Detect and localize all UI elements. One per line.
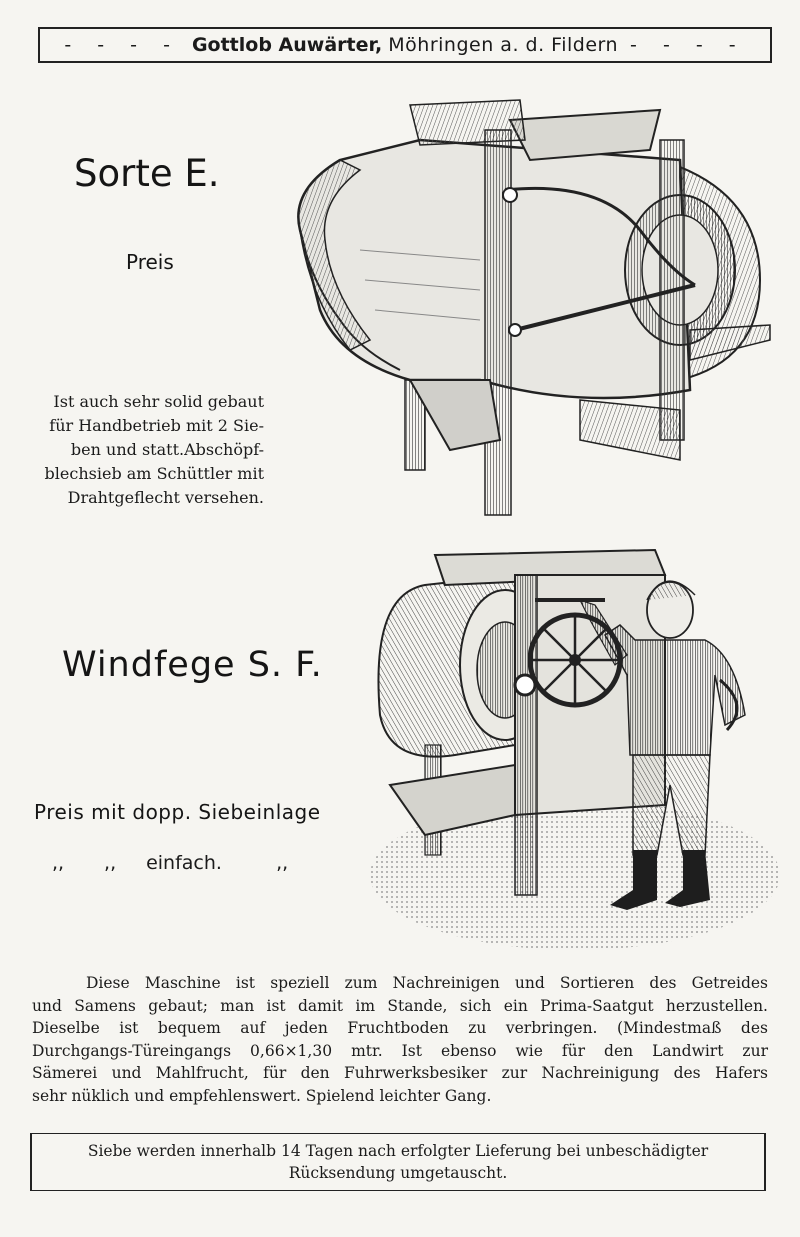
ditto-mark: ,, [276,852,289,874]
windfege-machine-illustration [365,545,785,955]
sorte-e-price-label: Preis [126,250,174,274]
paragraph-line: Durchgangs-Türeingangs 0,66×1,30 mtr. Ist ebenso wie für den Landwirt zur [32,1041,768,1060]
header-dashes-left: - - - - [64,34,180,56]
paragraph-line: Dieselbe ist bequem auf jeden Fruchtboden zu verbringen. (Mindestmaß des [32,1019,768,1037]
description-line: Ist auch sehr solid gebaut [53,392,264,411]
windfege-price-single [52,852,288,874]
header-dashes-right: - - - - [630,34,746,56]
footer-line: Rücksendung umgetauscht. [288,1164,508,1182]
description-line: ben und statt.Abschöpf- [70,440,264,459]
description-line: Drahtgeflecht versehen. [67,488,264,507]
description-paragraph [32,972,768,1107]
ditto-mark: ,, [52,852,65,874]
description-line: blechsieb am Schüttler mit [44,464,264,483]
header-banner [38,27,772,63]
description-line: für Handbetrieb mit 2 Sie- [49,416,264,435]
footer-note-box [30,1133,766,1191]
paragraph-line: und Samens gebaut; man ist damit im Stande, sich ein Prima-Saatgut herzustellen. [32,996,768,1015]
windfege-title: Windfege S. F. [62,645,323,685]
sorte-e-description [28,390,264,510]
company-name: Gottlob Auwärter, [191,34,383,56]
paragraph-line: Sämerei und Mahlfrucht, für den Fuhrwerksbesiker zur Nachreinigung des Hafers [32,1064,768,1082]
footer-line: Siebe werden innerhalb 14 Tagen nach erfolgter Lieferung bei unbeschädigter [87,1142,709,1160]
sorte-e-title: Sorte E. [74,152,220,195]
sorte-e-machine-illustration [280,80,780,520]
ditto-mark: ,, [104,852,117,874]
paragraph-line: sehr nüklich und empfehlenswert. Spielend leichter Gang. [32,1086,492,1105]
einfach-label: einfach. [146,852,222,874]
company-location: Möhringen a. d. Fildern [388,34,619,56]
paragraph-line: Diese Maschine ist speziell zum Nachreinigen und Sortieren des Getreides [86,974,768,992]
windfege-price-double: Preis mit dopp. Siebeinlage [34,800,321,824]
